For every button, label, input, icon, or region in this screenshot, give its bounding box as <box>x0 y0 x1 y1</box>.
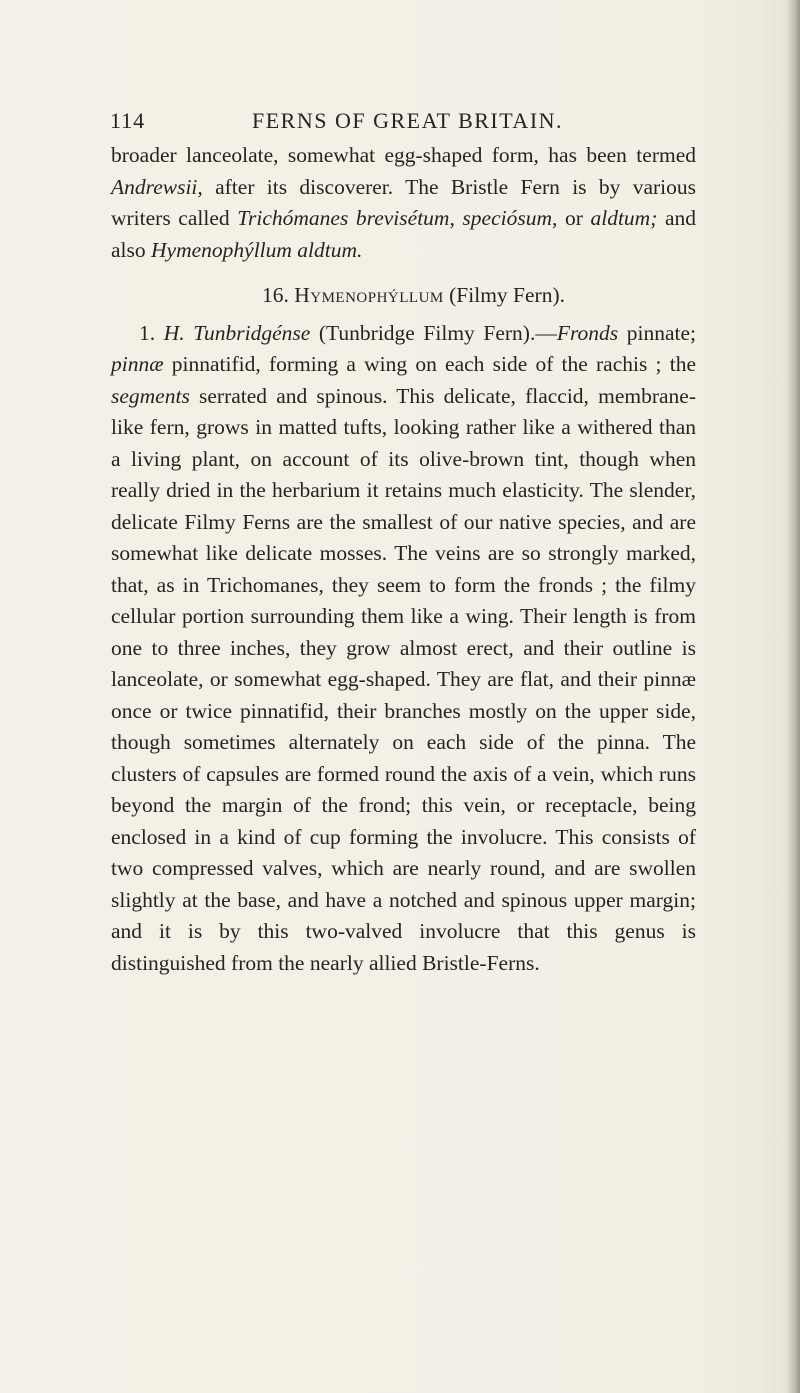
text-run: and also <box>111 206 696 262</box>
italic-term: Hymenophýllum aldtum. <box>151 237 363 262</box>
body-text <box>111 140 696 979</box>
text-run: pinnate; <box>618 320 696 345</box>
italic-term: Trichómanes brevisétum, speciósum, <box>237 206 558 230</box>
italic-term: aldtum; <box>590 206 658 230</box>
page-number: 114 <box>110 108 146 133</box>
page-edge-shadow <box>786 0 800 1393</box>
running-title: FERNS OF GREAT BRITAIN. <box>252 108 564 133</box>
text-run: pinnatifid, forming a wing on each side of the rachis ; the <box>163 352 696 376</box>
text-run: (Tunbridge Filmy Fern).— <box>310 320 557 345</box>
genus-common-name: (Filmy Fern). <box>449 283 565 307</box>
page-header <box>110 100 700 140</box>
paragraph-continued <box>111 140 696 266</box>
species-number: 1. <box>139 320 156 345</box>
text-run: serrated and spinous. This delicate, flaccid, membrane-like fern, grows in matted tufts, looking rather like a withered than a living plant, on account of its olive-brown tint, though when really dried in the herbarium it retains much elasticity. The slender, delicate Filmy Ferns are the smallest of our native species, and are somewhat like delicate mosses. The veins are so strongly marked, that, as in Trichomanes, they seem to form the fronds ; the filmy cellular portion surrounding them like a wing. Their length is from one to three inches, they grow almost erect, and their outline is lanceolate, or somewhat egg-shaped. They are flat, and their pinnæ once or twice pinnatifid, their branches mostly on the upper side, though sometimes alternately on each side of the pinna. The clusters of capsules are formed round the axis of a vein, which runs beyond the margin of the frond; this vein, or receptacle, being enclosed in a kind of cup forming the involucre. This consists of two compressed valves, which are nearly round, and are swollen slightly at the base, and have a notched and spinous upper margin; and it is by this two-valved involucre that this genus is distinguished from the nearly allied Bristle-Ferns. <box>111 383 696 975</box>
text-run: after its discoverer. The Bristle Fern is by various writers called <box>111 174 696 230</box>
text-run: broader lanceolate, somewhat egg-shaped form, has been termed <box>111 143 696 167</box>
genus-heading <box>111 280 696 312</box>
text-run: or <box>557 206 591 230</box>
italic-term: Fronds <box>556 320 619 345</box>
genus-name: Hymenophýllum <box>294 283 444 307</box>
italic-term: Andrewsii, <box>111 174 203 199</box>
species-paragraph <box>111 318 696 980</box>
species-name: H. Tunbridgénse <box>163 320 311 345</box>
italic-term: segments <box>111 383 190 408</box>
genus-number: 16. <box>261 283 289 307</box>
italic-term: pinnæ <box>111 352 164 376</box>
